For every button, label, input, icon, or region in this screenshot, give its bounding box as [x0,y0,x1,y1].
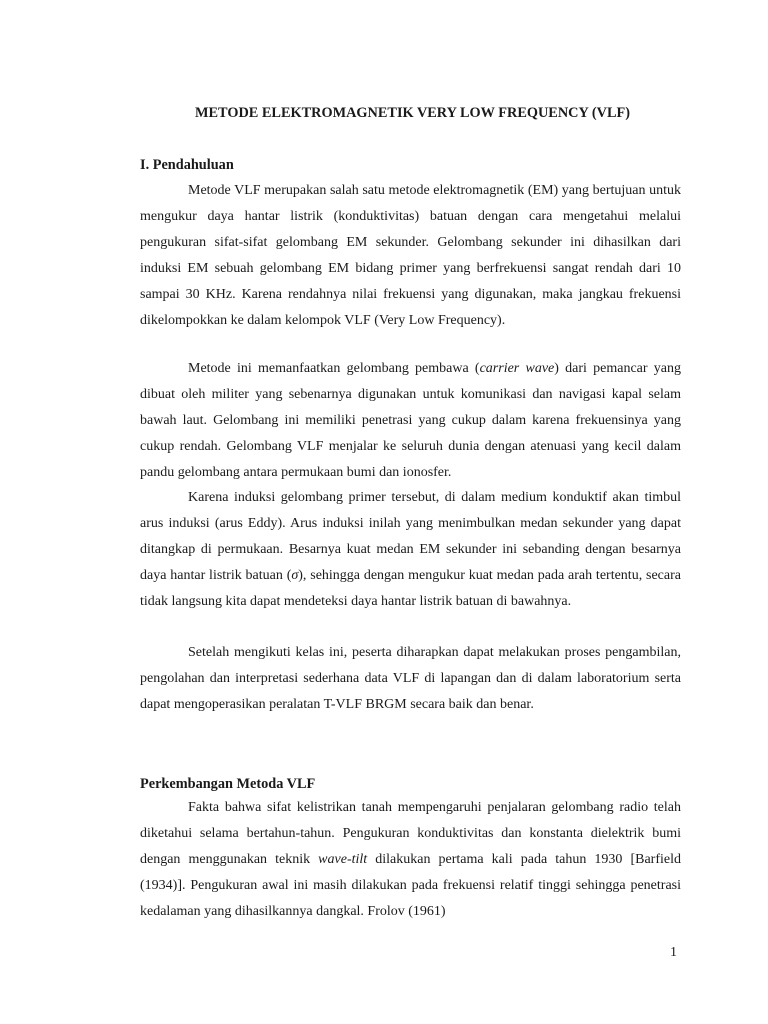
paragraph-tujuan-kelas: Setelah mengikuti kelas ini, peserta diharapkan dapat melakukan proses pengambilan, pengolahan dan interpretasi sederhana data VLF di lapangan dan di dalam laboratorium serta dapat mengoperasikan peralatan T-VLF BRGM secara baik dan benar. [140,645,681,712]
page-number: 1 [670,945,677,960]
paragraph-gelombang-pembawa [140,356,681,486]
paragraph-sejarah [140,795,681,925]
paragraph-text: ) dari pemancar yang dibuat oleh militer yang sebenarnya digunakan untuk komunikasi dan navigasi kapal selam bawah laut. Gelombang ini memiliki penetrasi yang cukup dalam karena frekuensinya yang cukup rendah. Gelombang VLF menjalar ke seluruh dunia dengan atenuasi yang kecil dalam pandu gelombang antara permukaan bumi dan ionosfer. [140,361,681,480]
document-title: METODE ELEKTROMAGNETIK VERY LOW FREQUENCY (VLF) [195,105,630,121]
paragraph-text: ), sehingga dengan mengukur kuat medan pada arah tertentu, secara tidak langsung kita dapat mendeteksi daya hantar listrik batuan di bawahnya. [140,568,681,609]
paragraph-induksi [140,485,681,615]
sigma-symbol: σ [291,568,299,583]
paragraph-text: Metode ini memanfaatkan gelombang pembawa ( [188,361,480,376]
paragraph-text: dilakukan pertama kali pada tahun 1930 [Barfield (1934)]. Pengukuran awal ini masih dilakukan pada frekuensi relatif tinggi sehingga penetrasi kedalaman yang dihasilkannya dangkal. Frolov (1961) [140,852,681,919]
section-heading-perkembangan: Perkembangan Metoda VLF [140,776,316,792]
section-heading-pendahuluan: I. Pendahuluan [140,157,234,173]
paragraph-text: Fakta bahwa sifat kelistrikan tanah mempengaruhi penjalaran gelombang radio telah diketahui selama bertahun-tahun. Pengukuran konduktivitas dan konstanta dielektrik bumi dengan menggunakan teknik [140,800,681,867]
paragraph-metode-vlf: Metode VLF merupakan salah satu metode elektromagnetik (EM) yang bertujuan untuk mengukur daya hantar listrik (konduktivitas) batuan dengan cara mengetahui melalui pengukuran sifat-sifat gelombang EM sekunder. Gelombang sekunder ini dihasilkan dari induksi EM sebuah gelombang EM bidang primer yang berfrekuensi sangat rendah dari 10 sampai 30 KHz. Karena rendahnya nilai frekuensi yang digunakan, maka jangkau frekuensi dikelompokkan ke dalam kelompok VLF (Very Low Frequency). [140,183,681,328]
italic-term-carrier-wave: carrier wave [479,361,555,376]
paragraph-text: Karena induksi gelombang primer tersebut, di dalam medium konduktif akan timbul arus induksi (arus Eddy). Arus induksi inilah yang menimbulkan medan sekunder yang dapat ditangkap di permukaan. Besarnya kuat medan EM sekunder ini sebanding dengan besarnya daya hantar listrik batuan ( [140,490,681,583]
italic-term-wave-tilt: wave-tilt [318,852,368,867]
